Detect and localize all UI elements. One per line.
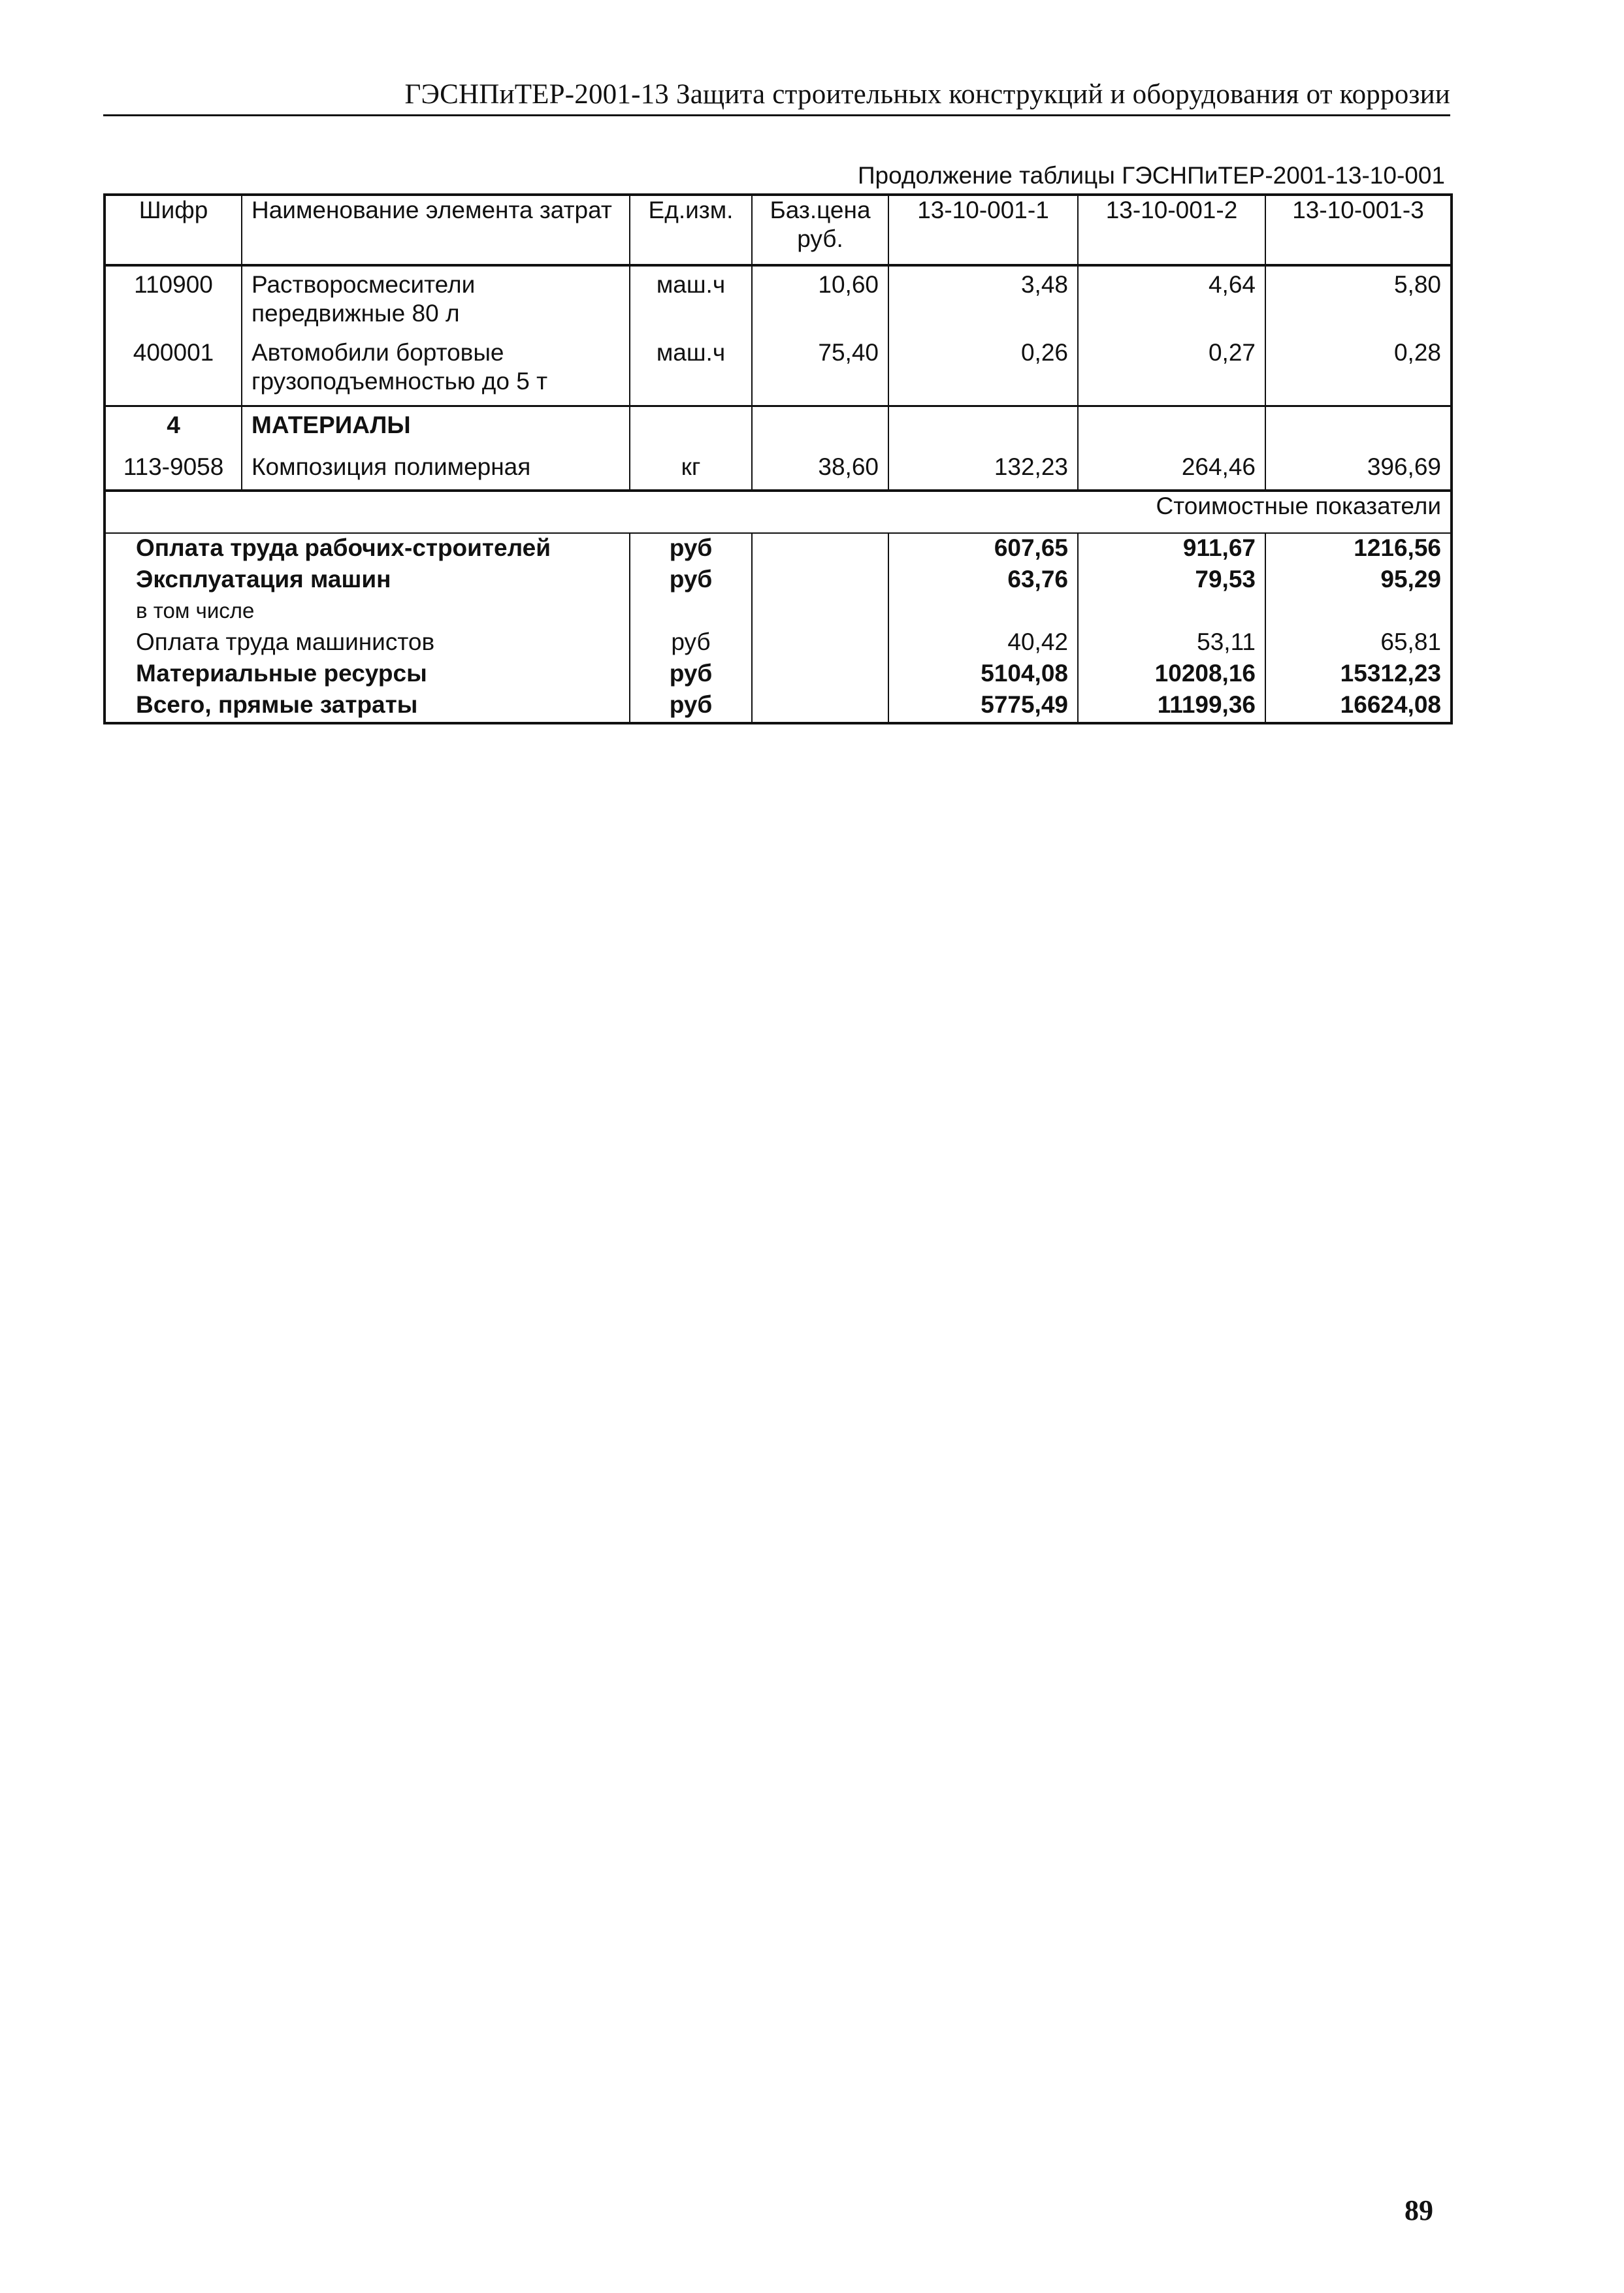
table-header-row xyxy=(105,195,1452,265)
resource-code: 110900 xyxy=(134,271,213,298)
cost-row xyxy=(105,659,1452,691)
table-row xyxy=(105,453,1452,491)
section-code: 4 xyxy=(105,406,242,453)
cost-unit: руб xyxy=(630,533,752,565)
norm-value-2: 0,27 xyxy=(1078,334,1265,406)
cost-value-2: 11199,36 xyxy=(1078,691,1265,723)
norm-value-3: 5,80 xyxy=(1265,265,1452,334)
cost-unit: руб xyxy=(630,628,752,659)
cost-value-1: 40,42 xyxy=(888,628,1078,659)
cost-value-2: 79,53 xyxy=(1078,565,1265,596)
cost-value-1: 63,76 xyxy=(888,565,1078,596)
cost-unit: руб xyxy=(630,565,752,596)
cost-unit: руб xyxy=(630,659,752,691)
cost-row xyxy=(105,691,1452,723)
column-header-norm-1: 13-10-001-1 xyxy=(888,195,1078,265)
cost-name: Всего, прямые затраты xyxy=(136,691,418,718)
cost-row xyxy=(105,596,1452,628)
norm-value-1: 3,48 xyxy=(888,265,1078,334)
cost-caption-row xyxy=(105,491,1452,533)
table-row xyxy=(105,334,1452,406)
resource-unit: маш.ч xyxy=(630,265,752,334)
cost-name: Оплата труда рабочих-строителей xyxy=(105,533,630,565)
resource-code: 113-9058 xyxy=(123,453,224,480)
norm-value-2: 4,64 xyxy=(1078,265,1265,334)
cost-value-1: 5775,49 xyxy=(888,691,1078,723)
cost-row xyxy=(105,628,1452,659)
norm-value-3: 396,69 xyxy=(1265,453,1452,491)
cost-value-1: 607,65 xyxy=(888,533,1078,565)
resource-name: Композиция полимерная xyxy=(242,453,630,491)
cost-name: Эксплуатация машин xyxy=(136,566,391,593)
resource-unit: маш.ч xyxy=(630,334,752,406)
column-header-name: Наименование элемента затрат xyxy=(242,195,630,265)
cost-caption: Стоимостные показатели xyxy=(105,491,1452,533)
cost-name: Материальные ресурсы xyxy=(136,660,427,687)
cost-unit: руб xyxy=(630,691,752,723)
section-title: МАТЕРИАЛЫ xyxy=(242,406,630,453)
norm-value-2: 264,46 xyxy=(1078,453,1265,491)
resource-unit: кг xyxy=(630,453,752,491)
column-header-norm-2: 13-10-001-2 xyxy=(1078,195,1265,265)
cost-value-1: 5104,08 xyxy=(888,659,1078,691)
column-header-code: Шифр xyxy=(105,195,242,265)
cost-name: Оплата труда машинистов xyxy=(136,628,435,655)
table-row xyxy=(105,265,1452,334)
resource-name: Растворосмесители передвижные 80 л xyxy=(242,265,630,334)
cost-value-2: 53,11 xyxy=(1078,628,1265,659)
cost-value-2: 10208,16 xyxy=(1078,659,1265,691)
resource-name: Автомобили бортовые грузоподъемностью до 5 т xyxy=(242,334,630,406)
section-row xyxy=(105,406,1452,453)
cost-row xyxy=(105,565,1452,596)
cost-value-2: 911,67 xyxy=(1078,533,1265,565)
page-number: 89 xyxy=(1405,2194,1433,2226)
resource-price: 10,60 xyxy=(752,265,888,334)
resource-price: 38,60 xyxy=(752,453,888,491)
cost-value-3: 15312,23 xyxy=(1265,659,1452,691)
running-header: ГЭСНПиТЕР-2001-13 Защита строительных конструкций и оборудования от коррозии xyxy=(103,78,1450,116)
norm-value-3: 0,28 xyxy=(1265,334,1452,406)
cost-value-3: 95,29 xyxy=(1265,565,1452,596)
cost-value-3: 1216,56 xyxy=(1265,533,1452,565)
norm-value-1: 132,23 xyxy=(888,453,1078,491)
cost-row xyxy=(105,533,1452,565)
table-continuation-caption: Продолжение таблицы ГЭСНПиТЕР-2001-13-10-001 xyxy=(857,162,1445,189)
norm-value-1: 0,26 xyxy=(888,334,1078,406)
cost-value-3: 16624,08 xyxy=(1265,691,1452,723)
column-header-unit: Ед.изм. xyxy=(630,195,752,265)
column-header-norm-3: 13-10-001-3 xyxy=(1265,195,1452,265)
resource-table xyxy=(103,193,1453,724)
resource-code: 400001 xyxy=(133,339,214,366)
cost-name: в том числе xyxy=(136,598,255,623)
resource-price: 75,40 xyxy=(752,334,888,406)
column-header-price: Баз.цена руб. xyxy=(752,195,888,265)
cost-value-3: 65,81 xyxy=(1265,628,1452,659)
